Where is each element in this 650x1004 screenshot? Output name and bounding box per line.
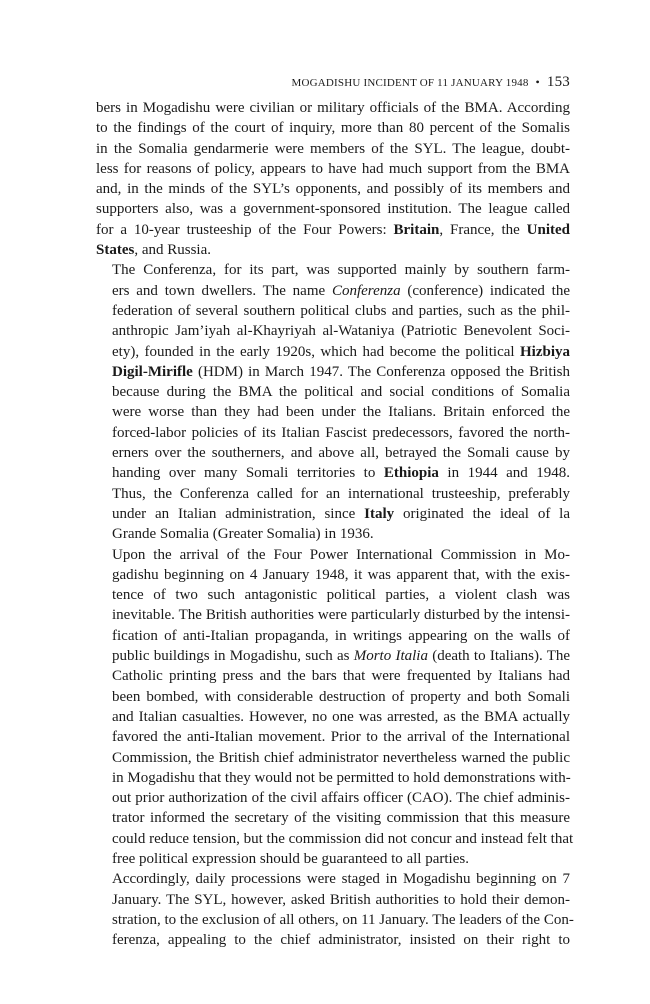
body-text — [96, 98, 574, 950]
text-run: in 1944 and 1948. — [438, 465, 571, 482]
italic-term: Morto Italia — [353, 648, 428, 665]
text-line — [96, 890, 570, 910]
text-run: (conference) indicated the — [400, 282, 571, 299]
text-line — [96, 281, 570, 301]
text-line — [96, 484, 570, 504]
text-line — [96, 240, 570, 260]
text-run: anthropic Jam’iyah al-Khayriyah al-Wataniya (Patriotic Benevolent Soci- — [112, 323, 570, 340]
text-run: in Mogadishu that they would not be permitted to hold demonstrations with- — [112, 769, 571, 786]
text-run: inevitable. The British authorities were particularly disturbed by the intensi- — [112, 607, 570, 624]
text-line — [96, 768, 570, 788]
text-line — [96, 829, 574, 849]
text-run: could reduce tension, but the commission did not concur and instead felt that — [112, 830, 574, 847]
bold-term: Britain — [393, 221, 440, 238]
text-line — [96, 139, 570, 159]
text-run: (HDM) in March 1947. The Conferenza opposed the British — [192, 363, 570, 380]
bold-term: Italy — [364, 505, 395, 522]
text-run: , and Russia. — [134, 242, 211, 259]
text-run: forced-labor policies of its Italian Fascist predecessors, favored the north- — [112, 424, 570, 441]
text-run: Accordingly, daily processions were staged in Mogadishu beginning on 7 — [112, 871, 570, 888]
text-line — [96, 727, 570, 747]
page-number: 153 — [546, 74, 570, 90]
text-line — [96, 423, 570, 443]
text-run: less for reasons of policy, appears to have had much support from the BMA — [96, 160, 570, 177]
text-line — [96, 626, 570, 646]
text-line — [96, 524, 570, 544]
text-run: January. The SYL, however, asked British authorities to hold their demon- — [112, 891, 570, 908]
text-run: to the findings of the court of inquiry, more than 80 percent of the Somalis — [96, 120, 570, 137]
text-run: bers in Mogadishu were civilian or military officials of the BMA. According — [96, 100, 570, 116]
text-run: and Italian casualties. However, no one was arrested, as the BMA actually — [112, 708, 570, 725]
text-line — [96, 565, 570, 585]
bullet-separator: • — [535, 75, 540, 89]
text-run: Catholic printing press and the bars that were frequented by Italians had — [112, 668, 570, 685]
bold-term: Hizbiya — [519, 343, 570, 360]
text-run: gadishu beginning on 4 January 1948, it was apparent that, with the exis- — [112, 566, 570, 583]
text-run: handing over many Somali territories to — [112, 465, 384, 482]
text-run: originated the ideal of la — [394, 505, 570, 522]
text-line — [96, 748, 570, 768]
text-line — [96, 605, 570, 625]
text-run: ferenza, appealing to the chief administrator, insisted on their right to — [112, 932, 570, 949]
text-line — [96, 260, 570, 280]
text-run: supporters also, was a government-sponsored institution. The league called — [96, 201, 570, 218]
text-run: ety), founded in the early 1920s, which had become the political — [112, 343, 520, 360]
text-run: because during the BMA the political and social conditions of Somalia — [112, 384, 570, 401]
bold-term: Ethiopia — [383, 465, 439, 482]
text-line — [96, 220, 570, 240]
text-line — [96, 585, 570, 605]
text-run: under an Italian administration, since — [112, 505, 365, 522]
bold-term: United — [526, 221, 570, 238]
text-line — [96, 869, 570, 889]
bold-term: States — [96, 242, 135, 259]
paragraph — [96, 869, 574, 950]
text-run: The Conferenza, for its part, was supported mainly by southern farm- — [112, 262, 570, 279]
bold-term: Digil-Mirifle — [112, 363, 193, 380]
text-run: favored the anti-Italian movement. Prior to the arrival of the International — [112, 729, 570, 746]
text-run: in the Somalia gendarmerie were members of the SYL. The league, doubt- — [96, 140, 570, 157]
text-line — [96, 402, 570, 422]
text-line — [96, 707, 570, 727]
text-line — [96, 118, 570, 138]
text-run: fication of anti-Italian propaganda, in writings appearing on the walls of — [112, 627, 570, 644]
text-run: were worse than they had been under the Italians. Britain enforced the — [112, 404, 570, 421]
text-line — [96, 382, 570, 402]
text-run: erners over the southerners, and above all, betrayed the Somali cause by — [112, 445, 570, 462]
text-run: tence of two such antagonistic political parties, a violent clash was — [112, 587, 570, 604]
text-run: federation of several southern political clubs and parties, such as the phil- — [112, 302, 570, 319]
text-run: Upon the arrival of the Four Power International Commission in Mo- — [112, 546, 570, 563]
text-line — [96, 159, 570, 179]
text-line — [96, 362, 570, 382]
running-head-title: MOGADISHU INCIDENT OF 11 JANUARY 1948 — [291, 77, 529, 89]
text-line — [96, 443, 570, 463]
text-run: for a 10-year trusteeship of the Four Powers: — [96, 221, 394, 238]
text-run: Commission, the British chief administrator nevertheless warned the public — [112, 749, 570, 766]
text-line — [96, 930, 570, 950]
text-line — [96, 98, 570, 118]
text-run: Grande Somalia (Greater Somalia) in 1936. — [112, 526, 374, 543]
text-line — [96, 545, 570, 565]
text-line — [96, 321, 570, 341]
text-run: Thus, the Conferenza called for an international trusteeship, preferably — [112, 485, 570, 502]
text-run: and, in the minds of the SYL’s opponents, and possibly of its members and — [96, 181, 570, 198]
text-line — [96, 504, 570, 524]
text-line — [96, 687, 570, 707]
text-line — [96, 179, 570, 199]
text-line — [96, 463, 570, 483]
text-line — [96, 199, 570, 219]
text-line — [96, 646, 570, 666]
text-run: (death to Italians). The — [427, 648, 571, 665]
text-run: out prior authorization of the civil affairs officer (CAO). The chief adminis- — [112, 790, 570, 807]
text-line — [96, 342, 570, 362]
text-line — [96, 301, 570, 321]
text-run: , France, the — [439, 221, 527, 238]
text-line — [96, 808, 570, 828]
italic-term: Conferenza — [331, 282, 401, 299]
paragraph — [96, 260, 570, 544]
text-run: ers and town dwellers. The name — [112, 282, 332, 299]
paragraph — [96, 545, 574, 870]
text-line — [96, 849, 570, 869]
text-run: free political expression should be guaranteed to all parties. — [112, 850, 469, 867]
text-line — [96, 666, 570, 686]
running-head — [96, 74, 570, 91]
text-run: been bombed, with considerable destruction of property and both Somali — [112, 688, 570, 705]
text-run: trator informed the secretary of the visiting commission that this measure — [112, 810, 570, 827]
text-run: public buildings in Mogadishu, such as — [112, 648, 354, 665]
text-line — [96, 910, 574, 930]
text-line — [96, 788, 570, 808]
text-run: stration, to the exclusion of all others, on 11 January. The leaders of the Con- — [112, 911, 574, 928]
paragraph — [96, 98, 570, 260]
